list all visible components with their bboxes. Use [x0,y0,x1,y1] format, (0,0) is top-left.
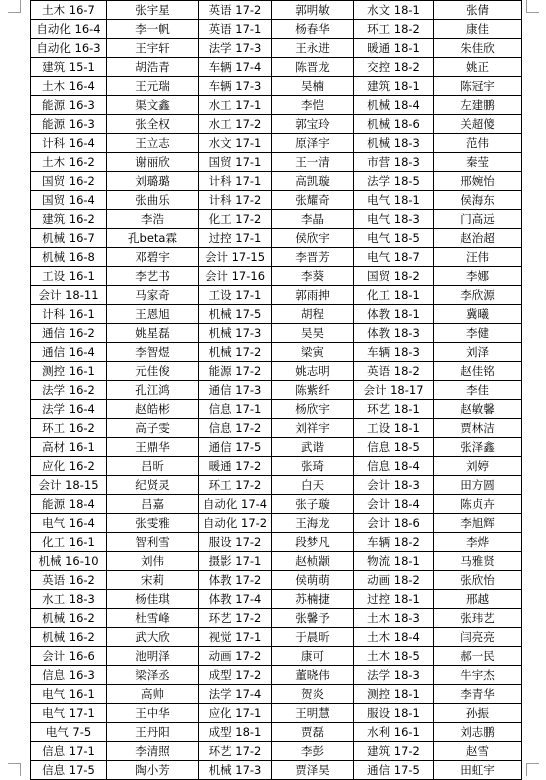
table-row [31,248,522,267]
class-cell: 法学 18-3 [354,666,434,685]
table-row [31,666,522,685]
table-row [31,609,522,628]
class-cell: 摄影 17-1 [199,552,272,571]
name-cell: 梁寅 [272,343,354,362]
class-cell: 环艺 17-2 [199,742,272,761]
name-cell: 邢越 [434,590,522,609]
name-cell: 李晶 [272,210,354,229]
class-cell: 工设 18-1 [354,419,434,438]
table-row [31,704,522,723]
class-cell: 通信 16-2 [31,324,107,343]
class-cell: 电气 18-5 [354,229,434,248]
class-cell: 物流 18-1 [354,552,434,571]
class-cell: 水工 17-2 [199,115,272,134]
class-cell: 会计 17-16 [199,267,272,286]
name-cell: 原泽宇 [272,134,354,153]
name-cell: 闫亮亮 [434,628,522,647]
name-cell: 吕嘉 [107,495,199,514]
corner-mark-bottom-right [526,763,539,776]
name-cell: 李彭 [272,742,354,761]
name-cell: 吴楠 [272,77,354,96]
class-cell: 土木 18-3 [354,609,434,628]
name-cell: 吕昕 [107,457,199,476]
table-row [31,628,522,647]
class-cell: 应化 16-2 [31,457,107,476]
class-cell: 计科 17-2 [199,191,272,210]
name-cell: 郭明敏 [272,1,354,20]
class-cell: 环艺 18-1 [354,400,434,419]
class-cell: 自动化 17-4 [199,495,272,514]
name-cell: 杜雪峰 [107,609,199,628]
table-row [31,58,522,77]
class-cell: 环工 16-2 [31,419,107,438]
name-cell: 李一帆 [107,20,199,39]
class-cell: 会计 18-3 [354,476,434,495]
name-cell: 汪伟 [434,248,522,267]
table-row [31,286,522,305]
table-row [31,39,522,58]
class-cell: 服设 17-2 [199,533,272,552]
class-cell: 车辆 18-3 [354,343,434,362]
name-cell: 姚志明 [272,362,354,381]
class-cell: 国贸 16-4 [31,191,107,210]
name-cell: 元佳俊 [107,362,199,381]
name-cell: 苏楠捷 [272,590,354,609]
name-cell: 智利雪 [107,533,199,552]
table-row [31,495,522,514]
class-cell: 自动化 16-3 [31,39,107,58]
name-cell: 范伟 [434,134,522,153]
class-cell: 车辆 17-3 [199,77,272,96]
table-row [31,438,522,457]
class-cell: 环艺 17-2 [199,609,272,628]
class-cell: 应化 17-1 [199,704,272,723]
class-cell: 土木 16-7 [31,1,107,20]
table-row [31,381,522,400]
class-cell: 水利 16-1 [354,723,434,742]
name-cell: 李智煜 [107,343,199,362]
class-cell: 机械 17-3 [199,324,272,343]
class-cell: 机械 16-2 [31,609,107,628]
name-cell: 纪贤灵 [107,476,199,495]
class-cell: 电气 17-1 [31,704,107,723]
class-cell: 化工 16-1 [31,533,107,552]
name-cell: 杨佳琪 [107,590,199,609]
table-row [31,457,522,476]
name-cell: 张耀奇 [272,191,354,210]
name-cell: 田方圆 [434,476,522,495]
class-cell: 信息 18-5 [354,438,434,457]
class-cell: 环工 17-2 [199,476,272,495]
name-cell: 李娜 [434,267,522,286]
class-cell: 服设 18-1 [354,704,434,723]
table-row [31,77,522,96]
name-cell: 张欣怡 [434,571,522,590]
class-cell: 机械 18-4 [354,96,434,115]
class-cell: 环工 18-2 [354,20,434,39]
class-cell: 能源 16-3 [31,115,107,134]
class-cell: 会计 18-15 [31,476,107,495]
class-cell: 机械 16-8 [31,248,107,267]
class-cell: 测控 16-1 [31,362,107,381]
class-cell: 国贸 16-2 [31,172,107,191]
name-cell: 张曲乐 [107,191,199,210]
name-cell: 李晋芳 [272,248,354,267]
class-cell: 电气 18-3 [354,210,434,229]
name-cell: 王一清 [272,153,354,172]
class-cell: 会计 18-11 [31,286,107,305]
class-cell: 化工 17-2 [199,210,272,229]
name-cell: 陶小芳 [107,761,199,780]
class-cell: 机械 16-7 [31,229,107,248]
class-cell: 视觉 17-1 [199,628,272,647]
class-cell: 英语 17-2 [199,1,272,20]
class-cell: 国贸 18-2 [354,267,434,286]
class-cell: 计科 16-1 [31,305,107,324]
table-row [31,533,522,552]
name-cell: 姚星磊 [107,324,199,343]
class-cell: 土木 18-5 [354,647,434,666]
table-row [31,267,522,286]
class-cell: 水工 18-3 [31,590,107,609]
name-cell: 邓碧宇 [107,248,199,267]
class-cell: 机械 18-6 [354,115,434,134]
name-cell: 杨欣宇 [272,400,354,419]
table-row [31,191,522,210]
name-cell: 李旭辉 [434,514,522,533]
class-cell: 交控 18-2 [354,58,434,77]
name-cell: 康佳 [434,20,522,39]
name-cell: 渠文鑫 [107,96,199,115]
name-cell: 张子璇 [272,495,354,514]
table-row [31,134,522,153]
table-row [31,419,522,438]
name-cell: 赵佳铭 [434,362,522,381]
class-cell: 机械 18-3 [354,134,434,153]
class-cell: 会计 18-17 [354,381,434,400]
name-cell: 李佳 [434,381,522,400]
name-cell: 高帅 [107,685,199,704]
class-cell: 法学 16-2 [31,381,107,400]
class-cell: 土木 18-4 [354,628,434,647]
class-cell: 英语 18-2 [354,362,434,381]
class-cell: 会计 18-4 [354,495,434,514]
name-cell: 李清照 [107,742,199,761]
table-row [31,514,522,533]
class-cell: 英语 17-1 [199,20,272,39]
name-cell: 王明慧 [272,704,354,723]
name-cell: 王丹阳 [107,723,199,742]
class-cell: 水文 18-1 [354,1,434,20]
name-cell: 张琦 [272,457,354,476]
name-cell: 冀曦 [434,305,522,324]
class-cell: 土木 16-4 [31,77,107,96]
name-cell: 郭雨抻 [272,286,354,305]
name-cell: 池明泽 [107,647,199,666]
name-cell: 郭宝玲 [272,115,354,134]
name-cell: 刘伟 [107,552,199,571]
class-cell: 法学 17-3 [199,39,272,58]
name-cell: 牛宇杰 [434,666,522,685]
table-row [31,362,522,381]
name-cell: 张宇星 [107,1,199,20]
class-cell: 工设 16-1 [31,267,107,286]
name-cell: 王中华 [107,704,199,723]
name-cell: 王永进 [272,39,354,58]
class-cell: 过控 18-1 [354,590,434,609]
class-cell: 信息 16-3 [31,666,107,685]
class-cell: 法学 17-4 [199,685,272,704]
class-cell: 电气 18-1 [354,191,434,210]
name-cell: 赵桢颛 [272,552,354,571]
table-row [31,723,522,742]
name-cell: 胡程 [272,305,354,324]
class-cell: 成型 18-1 [199,723,272,742]
name-cell: 吴昊 [272,324,354,343]
name-cell: 王恩旭 [107,305,199,324]
class-cell: 自动化 17-2 [199,514,272,533]
class-cell: 水文 17-1 [199,134,272,153]
name-cell: 李青华 [434,685,522,704]
class-cell: 能源 17-2 [199,362,272,381]
name-cell: 李欣源 [434,286,522,305]
name-cell: 刘祥宇 [272,419,354,438]
name-cell: 赵皓彬 [107,400,199,419]
name-cell: 王元瑞 [107,77,199,96]
name-cell: 赵敏馨 [434,400,522,419]
name-cell: 王海龙 [272,514,354,533]
name-cell: 李艺书 [107,267,199,286]
class-cell: 机械 17-2 [199,343,272,362]
name-cell: 李恺 [272,96,354,115]
name-cell: 杨春华 [272,20,354,39]
name-cell: 秦莹 [434,153,522,172]
class-cell: 过控 17-1 [199,229,272,248]
name-cell: 侯海东 [434,191,522,210]
class-cell: 信息 17-5 [31,761,107,780]
name-cell: 邢婉怡 [434,172,522,191]
table-row [31,210,522,229]
class-cell: 化工 18-1 [354,286,434,305]
table-row [31,324,522,343]
table-row [31,229,522,248]
name-cell: 门高远 [434,210,522,229]
table-row [31,343,522,362]
name-cell: 田虹宇 [434,761,522,780]
class-cell: 能源 18-4 [31,495,107,514]
class-cell: 建筑 18-1 [354,77,434,96]
name-cell: 侯萌萌 [272,571,354,590]
class-cell: 信息 18-4 [354,457,434,476]
name-cell: 贾林洁 [434,419,522,438]
class-cell: 体教 18-3 [354,324,434,343]
class-cell: 建筑 17-2 [354,742,434,761]
table-row [31,571,522,590]
name-cell: 陈贞卉 [434,495,522,514]
name-cell: 贾泽昊 [272,761,354,780]
class-cell: 计科 16-4 [31,134,107,153]
name-cell: 李烨 [434,533,522,552]
table-row [31,685,522,704]
class-cell: 工设 17-1 [199,286,272,305]
table-row [31,96,522,115]
class-cell: 暖通 18-1 [354,39,434,58]
class-cell: 通信 17-5 [199,438,272,457]
table-row [31,647,522,666]
class-cell: 机械 16-2 [31,628,107,647]
class-cell: 体教 17-2 [199,571,272,590]
name-cell: 刘泽 [434,343,522,362]
class-cell: 暖通 17-2 [199,457,272,476]
class-cell: 通信 16-4 [31,343,107,362]
class-cell: 机械 17-3 [199,761,272,780]
name-cell: 贺炎 [272,685,354,704]
class-cell: 信息 17-1 [199,400,272,419]
name-cell: 张全权 [107,115,199,134]
name-cell: 陈紫纤 [272,381,354,400]
name-cell: 董晓伟 [272,666,354,685]
class-cell: 机械 17-5 [199,305,272,324]
name-cell: 姚正 [434,58,522,77]
class-cell: 法学 18-5 [354,172,434,191]
name-cell: 赵雪 [434,742,522,761]
table-row [31,476,522,495]
class-cell: 水工 17-1 [199,96,272,115]
class-cell: 体教 18-1 [354,305,434,324]
class-cell: 会计 18-6 [354,514,434,533]
name-cell: 左建鹏 [434,96,522,115]
class-cell: 高材 16-1 [31,438,107,457]
name-cell: 张泽鑫 [434,438,522,457]
corner-mark-top-left [8,0,21,13]
class-cell: 动画 18-2 [354,571,434,590]
name-cell: 李葵 [272,267,354,286]
name-cell: 陈冠宇 [434,77,522,96]
name-cell: 王宇轩 [107,39,199,58]
name-cell: 王鼎华 [107,438,199,457]
class-cell: 测控 18-1 [354,685,434,704]
class-cell: 土木 16-2 [31,153,107,172]
name-cell: 张馨予 [272,609,354,628]
table-row [31,400,522,419]
table-row [31,1,522,20]
name-cell: 白天 [272,476,354,495]
class-cell: 通信 17-3 [199,381,272,400]
name-cell: 马家奇 [107,286,199,305]
name-cell: 谢丽欣 [107,153,199,172]
class-cell: 能源 16-3 [31,96,107,115]
class-cell: 电气 18-7 [354,248,434,267]
class-cell: 电气 7-5 [31,723,107,742]
name-cell: 胡浩青 [107,58,199,77]
table-row [31,115,522,134]
corner-mark-top-right [526,0,539,13]
name-cell: 刘志鹏 [434,723,522,742]
name-cell: 侯欣宇 [272,229,354,248]
name-cell: 武谐 [272,438,354,457]
class-cell: 建筑 16-2 [31,210,107,229]
name-cell: 高子雯 [107,419,199,438]
class-cell: 会计 16-6 [31,647,107,666]
name-cell: 孙振 [434,704,522,723]
name-cell: 王立志 [107,134,199,153]
name-cell: 段梦凡 [272,533,354,552]
class-cell: 成型 17-2 [199,666,272,685]
name-cell: 赵治超 [434,229,522,248]
table-row [31,153,522,172]
class-name-table [30,0,522,780]
class-cell: 体教 17-4 [199,590,272,609]
corner-mark-bottom-left [8,763,21,776]
name-cell: 贾磊 [272,723,354,742]
class-cell: 法学 16-4 [31,400,107,419]
class-cell: 会计 17-15 [199,248,272,267]
name-cell: 武大欣 [107,628,199,647]
class-cell: 自动化 16-4 [31,20,107,39]
table-row [31,172,522,191]
class-cell: 建筑 15-1 [31,58,107,77]
table-row [31,742,522,761]
class-cell: 电气 16-1 [31,685,107,704]
name-cell: 张玮艺 [434,609,522,628]
name-cell: 张倩 [434,1,522,20]
name-cell: 刘璐璐 [107,172,199,191]
name-cell: 李健 [434,324,522,343]
name-cell: 康可 [272,647,354,666]
table-body [31,1,522,780]
table-row [31,20,522,39]
name-cell: 陈晋龙 [272,58,354,77]
class-cell: 国贸 17-1 [199,153,272,172]
class-cell: 车辆 18-2 [354,533,434,552]
table-row [31,305,522,324]
name-cell: 关超傻 [434,115,522,134]
name-cell: 于晨昕 [272,628,354,647]
class-cell: 市营 18-3 [354,153,434,172]
name-cell: 高凯璇 [272,172,354,191]
name-cell: 孔江鸿 [107,381,199,400]
table-row [31,590,522,609]
table-row [31,552,522,571]
class-cell: 信息 17-1 [31,742,107,761]
class-cell: 电气 16-4 [31,514,107,533]
name-cell: 张雯雅 [107,514,199,533]
name-cell: 孔beta霖 [107,229,199,248]
class-cell: 通信 17-5 [354,761,434,780]
class-cell: 动画 17-2 [199,647,272,666]
class-cell: 计科 17-1 [199,172,272,191]
class-cell: 机械 16-10 [31,552,107,571]
name-cell: 马雅贤 [434,552,522,571]
class-cell: 信息 17-2 [199,419,272,438]
name-cell: 郝一民 [434,647,522,666]
class-cell: 车辆 17-4 [199,58,272,77]
name-cell: 刘婷 [434,457,522,476]
name-cell: 李浩 [107,210,199,229]
name-cell: 宋莉 [107,571,199,590]
class-cell: 英语 16-2 [31,571,107,590]
name-cell: 朱佳欣 [434,39,522,58]
name-cell: 梁泽丞 [107,666,199,685]
